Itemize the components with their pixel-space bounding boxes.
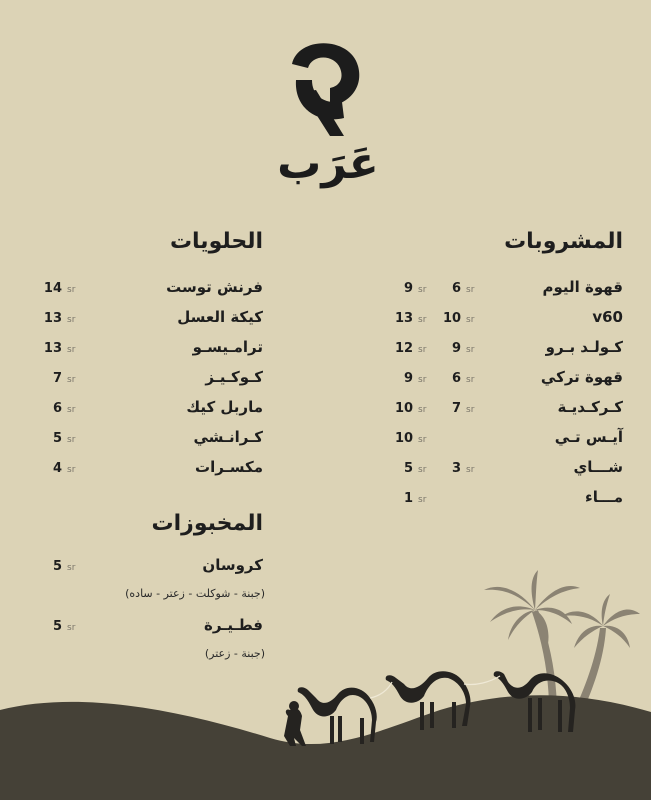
dessert-name: كـرانـشي — [193, 428, 263, 446]
currency-label: sr — [67, 405, 76, 415]
price-value: 10 — [395, 401, 414, 416]
currency-label: sr — [67, 563, 76, 573]
price — [443, 397, 474, 420]
currency-label: sr — [67, 375, 76, 385]
drink-item — [395, 457, 623, 477]
price — [443, 307, 474, 330]
bakery-heading: المخبوزات — [151, 511, 263, 536]
drink-item — [395, 397, 623, 417]
drink-name: كـولـد بـرو — [545, 338, 623, 356]
price — [443, 367, 474, 390]
dessert-name: كـوكـيـز — [205, 368, 263, 386]
drink-name: قهوة اليوم — [542, 278, 623, 296]
drink-item — [395, 427, 623, 447]
price-value: 4 — [52, 461, 62, 476]
logo-mark — [272, 32, 384, 142]
price — [395, 427, 426, 450]
drink-item — [395, 367, 623, 387]
drink-item — [395, 307, 623, 327]
currency-label: sr — [67, 623, 76, 633]
desserts-heading: الحلويات — [169, 229, 263, 254]
price — [395, 367, 426, 390]
price-value: 13 — [43, 341, 62, 356]
price-value: 3 — [451, 461, 461, 476]
currency-label: sr — [466, 375, 475, 385]
dessert-name: ترامـيسـو — [192, 338, 263, 356]
price-value: 9 — [451, 341, 461, 356]
price — [40, 457, 75, 480]
drink-name: كـركـديـة — [557, 398, 623, 416]
price — [395, 397, 426, 420]
price-value: 5 — [52, 431, 62, 446]
price — [443, 277, 474, 300]
currency-label: sr — [67, 465, 76, 475]
price — [40, 277, 75, 300]
currency-label: sr — [67, 285, 76, 295]
price-value: 10 — [395, 431, 414, 446]
drink-name: آيـس تـي — [554, 428, 623, 446]
price — [395, 277, 426, 300]
price — [40, 427, 75, 450]
price-value: 6 — [451, 281, 461, 296]
price-value: 1 — [403, 491, 413, 506]
bakery-options-note: (جبنة - زعتر) — [204, 647, 265, 660]
drink-name: مـــاء — [585, 488, 623, 506]
currency-label: sr — [466, 465, 475, 475]
price-value: 7 — [451, 401, 461, 416]
currency-label: sr — [418, 435, 427, 445]
desert-scene — [0, 560, 651, 800]
dessert-name: مكسـرات — [195, 458, 263, 476]
price — [40, 307, 75, 330]
price-value: 6 — [52, 401, 62, 416]
dessert-item — [40, 307, 263, 327]
drink-name: شـــاي — [573, 458, 623, 476]
price-value: 12 — [395, 341, 414, 356]
dessert-item — [40, 277, 263, 297]
price-value: 9 — [403, 371, 413, 386]
price-value: 7 — [52, 371, 62, 386]
drinks-heading: المشروبات — [504, 229, 623, 254]
price — [40, 337, 75, 360]
currency-label: sr — [67, 345, 76, 355]
price — [395, 457, 426, 480]
currency-label: sr — [418, 345, 427, 355]
dessert-name: ماربل كيك — [186, 398, 263, 416]
currency-label: sr — [418, 495, 427, 505]
currency-label: sr — [418, 465, 427, 475]
price — [443, 457, 474, 480]
price-value: 5 — [52, 619, 62, 634]
price-value: 9 — [403, 281, 413, 296]
brand-logo — [272, 32, 384, 189]
drink-item — [395, 337, 623, 357]
drink-name: v60 — [592, 308, 623, 326]
dessert-item — [40, 457, 263, 477]
price — [395, 487, 426, 510]
price-value: 5 — [52, 559, 62, 574]
currency-label: sr — [466, 405, 475, 415]
dessert-item — [40, 397, 263, 417]
currency-label: sr — [418, 375, 427, 385]
drink-item — [395, 277, 623, 297]
price — [40, 367, 75, 390]
price — [395, 307, 426, 330]
currency-label: sr — [418, 315, 427, 325]
drink-name: قهوة تركي — [540, 368, 623, 386]
dessert-item — [40, 367, 263, 387]
currency-label: sr — [418, 285, 427, 295]
currency-label: sr — [466, 285, 475, 295]
price — [443, 337, 474, 360]
currency-label: sr — [67, 435, 76, 445]
logo-text: عَرَب — [277, 138, 379, 189]
bakery-options-note: (جبنة - شوكلت - زعتر - ساده) — [125, 587, 265, 600]
currency-label: sr — [466, 345, 475, 355]
currency-label: sr — [466, 315, 475, 325]
price — [40, 397, 75, 420]
price-value: 5 — [403, 461, 413, 476]
dessert-name: فرنش توست — [166, 278, 263, 296]
price-value: 14 — [43, 281, 62, 296]
price-value: 6 — [451, 371, 461, 386]
dessert-item — [40, 337, 263, 357]
drink-item — [395, 487, 623, 507]
currency-label: sr — [67, 315, 76, 325]
dessert-item — [40, 427, 263, 447]
price-value: 13 — [395, 311, 414, 326]
price-value: 13 — [43, 311, 62, 326]
bakery-name: كروسان — [202, 556, 263, 574]
dessert-name: كيكة العسل — [177, 308, 263, 326]
price — [395, 337, 426, 360]
bakery-name: فطـيـرة — [204, 616, 263, 634]
price-value: 10 — [443, 311, 462, 326]
currency-label: sr — [418, 405, 427, 415]
